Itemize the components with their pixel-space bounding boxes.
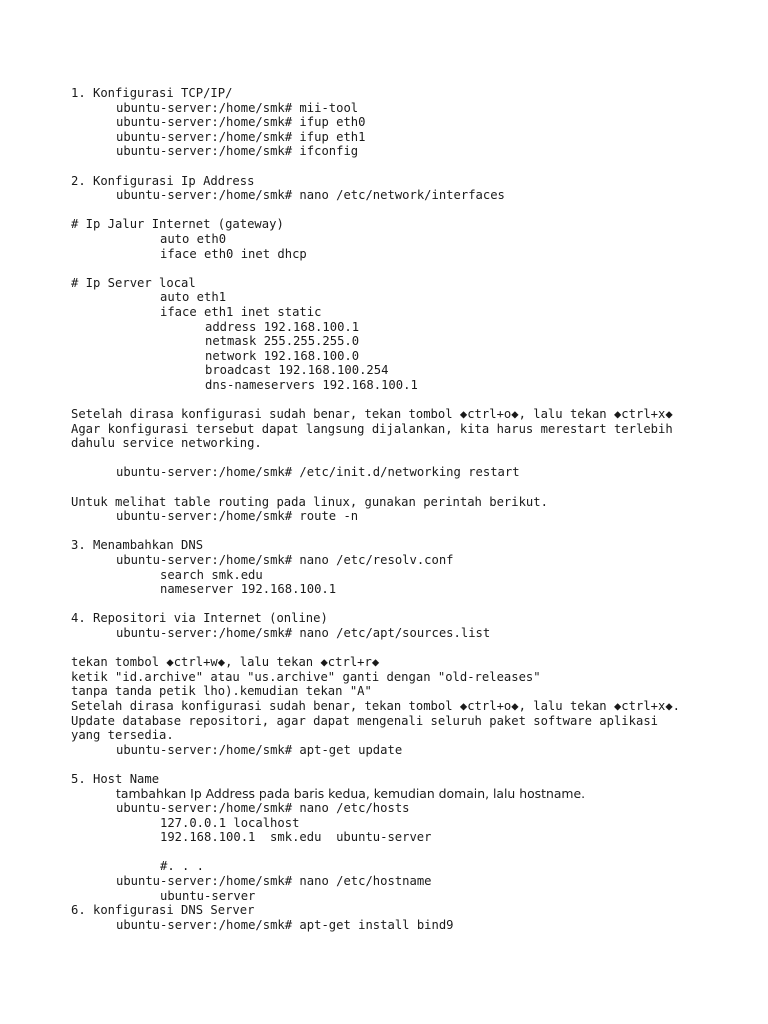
document-line: dns-nameservers 192.168.100.1 xyxy=(205,377,418,392)
blank-line xyxy=(71,641,761,656)
document-line: ubuntu-server:/home/smk# apt-get update xyxy=(116,742,403,757)
document-line: 6. konfigurasi DNS Server xyxy=(71,903,255,918)
document-line: 3. Menambahkan DNS xyxy=(71,538,204,553)
document-line: #. . . xyxy=(160,859,205,874)
document-line: 127.0.0.1 localhost xyxy=(160,815,300,830)
document-line: Setelah dirasa konfigurasi sudah benar, tekan tombol ◆ctrl+o◆, lalu tekan ◆ctrl+x◆ xyxy=(71,407,673,422)
document-line: broadcast 192.168.100.254 xyxy=(205,363,389,378)
document-line: search smk.edu xyxy=(160,567,263,582)
document-line: ubuntu-server xyxy=(160,888,256,903)
document-line: ubuntu-server:/home/smk# nano /etc/apt/sources.list xyxy=(116,625,491,640)
document-line: ubuntu-server:/home/smk# ifup eth1 xyxy=(116,129,366,144)
document-line: 192.168.100.1 smk.edu ubuntu-server xyxy=(160,830,432,845)
document-line: # Ip Jalur Internet (gateway) xyxy=(71,217,284,232)
document-line: network 192.168.100.0 xyxy=(205,348,360,363)
blank-line xyxy=(71,480,761,495)
document-line: Untuk melihat table routing pada linux, gunakan perintah berikut. xyxy=(71,494,548,509)
document-line: auto eth0 xyxy=(160,231,227,246)
blank-line xyxy=(71,845,761,860)
document-line: tanpa tanda petik lho).kemudian tekan "A" xyxy=(71,684,372,699)
document-line: 4. Repositori via Internet (online) xyxy=(71,611,328,626)
document-line: ubuntu-server:/home/smk# nano /etc/hostname xyxy=(116,874,432,889)
document-line: ubuntu-server:/home/smk# route -n xyxy=(116,509,359,524)
document-line: ubuntu-server:/home/smk# ifconfig xyxy=(116,144,359,159)
document-line: nameserver 192.168.100.1 xyxy=(160,582,337,597)
document-line: Update database repositori, agar dapat mengenali seluruh paket software aplikasi xyxy=(71,713,658,728)
document-line: # Ip Server local xyxy=(71,275,196,290)
document-line: auto eth1 xyxy=(160,290,227,305)
document-line: ubuntu-server:/home/smk# ifup eth0 xyxy=(116,115,366,130)
document-line: yang tersedia. xyxy=(71,728,174,743)
blank-line xyxy=(71,159,761,174)
document-line: netmask 255.255.255.0 xyxy=(205,334,360,349)
document-line: Setelah dirasa konfigurasi sudah benar, tekan tombol ◆ctrl+o◆, lalu tekan ◆ctrl+x◆. xyxy=(71,698,681,713)
document-line: iface eth0 inet dhcp xyxy=(160,246,307,261)
document-line: ketik "id.archive" atau "us.archive" ganti dengan "old-releases" xyxy=(71,669,541,684)
document-line: 1. Konfigurasi TCP/IP/ xyxy=(71,86,233,100)
blank-line xyxy=(71,451,761,466)
document-line: tekan tombol ◆ctrl+w◆, lalu tekan ◆ctrl+r◆ xyxy=(71,655,380,670)
blank-line xyxy=(71,261,761,276)
blank-line xyxy=(71,203,761,218)
document-line: iface eth1 inet static xyxy=(160,304,322,319)
document-line: address 192.168.100.1 xyxy=(205,319,360,334)
document-line: tambahkan Ip Address pada baris kedua, kemudian domain, lalu hostname. xyxy=(116,785,586,801)
document-line: ubuntu-server:/home/smk# apt-get install bind9 xyxy=(116,917,454,932)
document-line: ubuntu-server:/home/smk# nano /etc/hosts xyxy=(116,801,410,816)
document-line: 5. Host Name xyxy=(71,771,160,786)
document-line: 2. Konfigurasi Ip Address xyxy=(71,173,255,188)
blank-line xyxy=(71,524,761,539)
document-line: ubuntu-server:/home/smk# /etc/init.d/networking restart xyxy=(116,465,520,480)
document-line: dahulu service networking. xyxy=(71,436,262,451)
document-line: ubuntu-server:/home/smk# nano /etc/resolv.conf xyxy=(116,553,454,567)
document-line: Agar konfigurasi tersebut dapat langsung dijalankan, kita harus merestart terlebih xyxy=(71,421,673,436)
document-body xyxy=(71,86,761,932)
document-line: ubuntu-server:/home/smk# nano /etc/network/interfaces xyxy=(116,188,505,203)
document-line: ubuntu-server:/home/smk# mii-tool xyxy=(116,100,359,115)
blank-line xyxy=(71,597,761,612)
blank-line xyxy=(71,757,761,772)
blank-line xyxy=(71,392,761,407)
